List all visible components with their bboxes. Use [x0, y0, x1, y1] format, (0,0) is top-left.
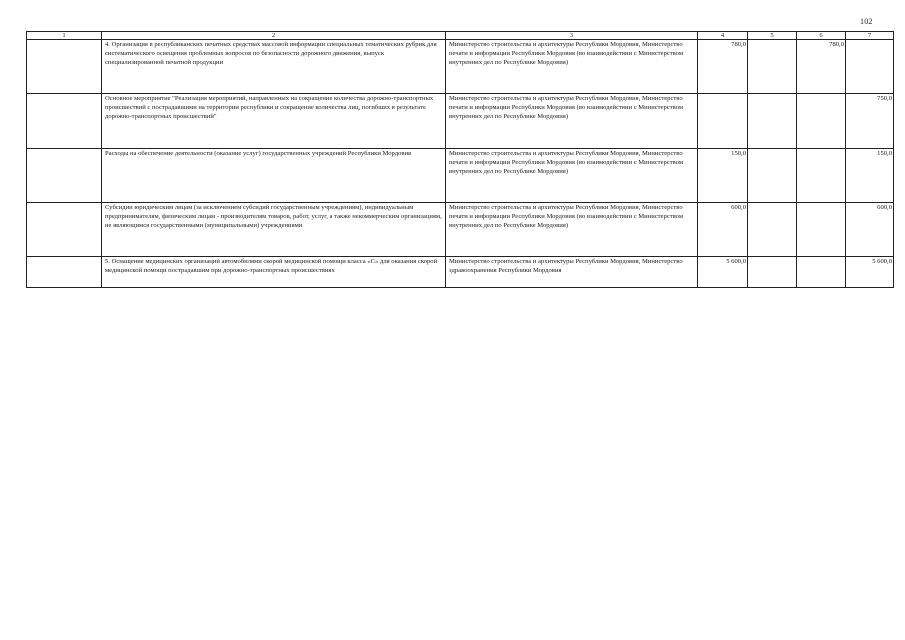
col-header-5: 5: [748, 32, 797, 40]
cell-col7: 150,0: [846, 149, 894, 203]
cell-col1: [27, 257, 102, 288]
cell-col7: 5 600,0: [846, 257, 894, 288]
page-number: 102: [860, 17, 873, 26]
col-header-1: 1: [27, 32, 102, 40]
cell-col4: [698, 94, 748, 149]
cell-executor: Министерство строительства и архитектуры Республики Мордовия, Министерство печати и информации Республики Мордовия (во взаимодействии с Министерством внутренних дел по Республике Мордовия): [446, 40, 698, 94]
cell-col6: [797, 257, 846, 288]
table-row: [27, 149, 894, 203]
cell-col7: 750,0: [846, 94, 894, 149]
cell-col5: [748, 149, 797, 203]
cell-col6: [797, 149, 846, 203]
cell-col7: [846, 40, 894, 94]
table-row: [27, 94, 894, 149]
cell-col4: 600,0: [698, 203, 748, 257]
cell-col6: [797, 94, 846, 149]
col-header-3: 3: [446, 32, 698, 40]
cell-col4: 5 600,0: [698, 257, 748, 288]
cell-col1: [27, 149, 102, 203]
table-row: [27, 203, 894, 257]
cell-col6: 780,0: [797, 40, 846, 94]
cell-col7: 600,0: [846, 203, 894, 257]
cell-executor: Министерство строительства и архитектуры Республики Мордовия, Министерство печати и информации Республики Мордовия (во взаимодействии с Министерством внутренних дел по Республике Мордовия): [446, 94, 698, 149]
cell-measure: Основное мероприятие "Реализация мероприятий, направленных на сокращение количества дорожно-транспортных происшествий с пострадавшими на территории республики и сокращение количества лиц, погибших в результате дорожно-транспортных происшествий": [102, 94, 446, 149]
cell-measure: Субсидии юридическим лицам (за исключением субсидий государственным учреждениям), индивидуальным предпринимателям, физическим лицам - производителям товаров, работ, услуг, а также некоммерческим организациям, не являющимся государственными (муниципальными) учреждениями: [102, 203, 446, 257]
cell-measure: 4. Организация в республиканских печатных средствах массовой информации специальных тематических рубрик для систематического освещения проблемных вопросов по безопасности дорожного движения, выпуск специализированной печатной продукции: [102, 40, 446, 94]
table-row: [27, 257, 894, 288]
cell-col5: [748, 257, 797, 288]
cell-executor: Министерство строительства и архитектуры Республики Мордовия, Министерство печати и информации Республики Мордовия (во взаимодействии с Министерством внутренних дел по Республике Мордовия): [446, 203, 698, 257]
cell-measure: 5. Оснащение медицинских организаций автомобилями скорой медицинской помощи класса «С» для оказания скорой медицинской помощи пострадавшим при дорожно-транспортных происшествиях: [102, 257, 446, 288]
col-header-4: 4: [698, 32, 748, 40]
header-row: [27, 32, 894, 40]
cell-col5: [748, 40, 797, 94]
cell-col6: [797, 203, 846, 257]
col-header-6: 6: [797, 32, 846, 40]
program-table: [26, 31, 894, 288]
cell-col5: [748, 203, 797, 257]
table-row: [27, 40, 894, 94]
cell-col1: [27, 203, 102, 257]
cell-executor: Министерство строительства и архитектуры Республики Мордовия, Министерство печати и информации Республики Мордовия (во взаимодействии с Министерством внутренних дел по Республике Мордовия): [446, 149, 698, 203]
cell-executor: Министерство строительства и архитектуры Республики Мордовия, Министерство здравоохранения Республики Мордовия: [446, 257, 698, 288]
cell-col5: [748, 94, 797, 149]
cell-measure: Расходы на обеспечение деятельности (оказание услуг) государственных учреждений Республики Мордовия: [102, 149, 446, 203]
cell-col1: [27, 40, 102, 94]
cell-col4: 150,0: [698, 149, 748, 203]
col-header-2: 2: [102, 32, 446, 40]
cell-col4: 780,0: [698, 40, 748, 94]
cell-col1: [27, 94, 102, 149]
col-header-7: 7: [846, 32, 894, 40]
